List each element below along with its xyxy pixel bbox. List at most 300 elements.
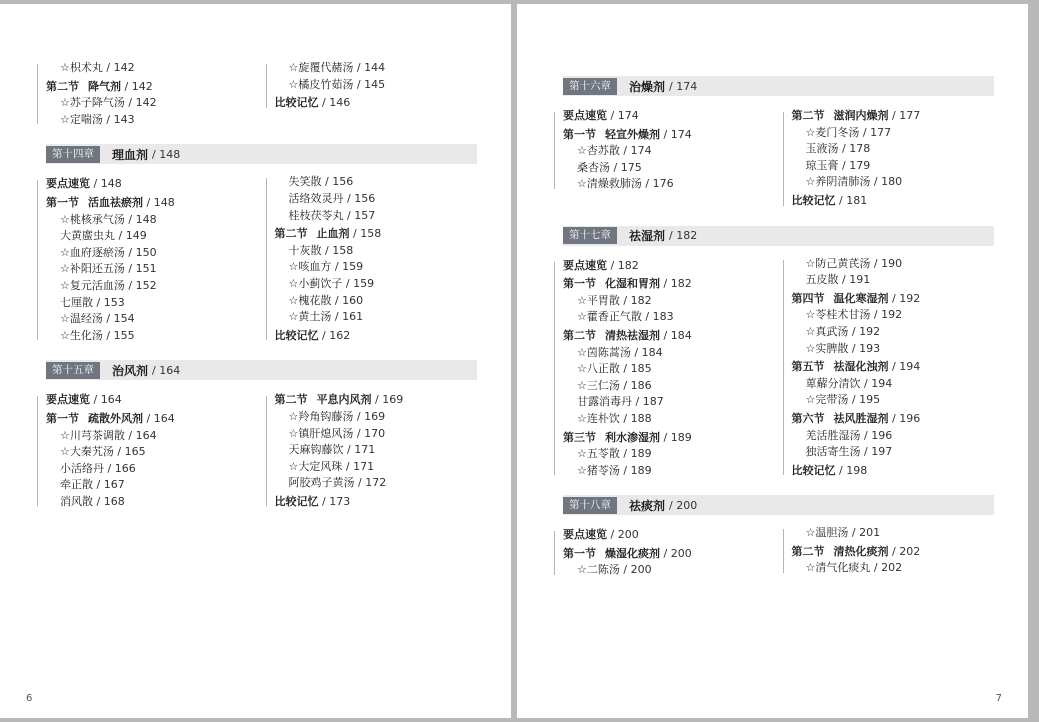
toc-entry-title: 第二节 [46,79,79,93]
toc-entry-item[interactable] [780,307,995,324]
toc-entry-title: 要点速览 [563,258,607,272]
toc-entry-title: ☆大秦艽汤 [60,445,114,459]
toc-column-body [780,256,995,480]
toc-entry-page: / 184 [630,345,663,359]
toc-entry-page: / 150 [124,245,157,259]
page-left [0,4,511,718]
toc-entry-item[interactable] [34,295,249,312]
chapter-name: 治风剂 [112,363,149,378]
toc-entry-page: / 149 [115,229,147,243]
toc-entry-page: / 165 [113,445,146,459]
toc-entry-subtitle: 降气剂 [88,79,121,93]
toc-entry-item[interactable] [551,160,766,177]
toc-entry-title: 第一节 [563,127,596,141]
toc-entry-page: / 164 [124,428,157,442]
toc-entry-title: ☆猪苓汤 [577,463,620,477]
chapter-page: / 200 [669,498,698,512]
chapter-heading[interactable] [46,360,477,380]
toc-column [551,106,766,210]
toc-entry-item[interactable] [780,272,995,289]
toc-entry-page: / 159 [331,260,364,274]
toc-entry-page: / 143 [102,112,135,126]
toc-entry-item[interactable] [263,191,478,208]
chapter-page: / 164 [152,363,181,377]
chapter-name: 理血剂 [112,147,149,162]
toc-entry-title: ☆清气化痰丸 [805,561,871,575]
toc-entry-section[interactable] [34,79,249,96]
toc-entry-section[interactable] [263,226,478,243]
toc-entry-item[interactable] [780,324,995,341]
toc-columns [34,174,477,344]
toc-entry-item[interactable] [780,125,995,142]
toc-entry-subtitle: 滋润内燥剂 [833,109,889,122]
toc-entry-title: 第五节 [791,360,825,374]
toc-entry-item[interactable] [34,311,249,328]
toc-entry-item[interactable] [780,428,995,445]
toc-entry-page: / 173 [318,494,351,508]
toc-entry-item[interactable] [263,293,478,310]
toc-column [34,390,249,510]
toc-entry-title: 阿胶鸡子黄汤 [288,476,355,490]
toc-entry-page: / 197 [860,445,893,459]
chapter-heading[interactable] [563,495,994,515]
toc-entry-item[interactable] [263,475,478,492]
toc-entry-page: / 159 [342,276,375,290]
chapter-name: 祛痰剂 [629,498,666,513]
toc-entry-title: ☆生化汤 [60,328,103,342]
toc-entry-section[interactable] [263,494,478,511]
toc-columns [551,106,994,210]
toc-entry-page: / 177 [859,125,892,139]
toc-entry-item[interactable] [34,494,249,511]
toc-entry-title: 第一节 [46,411,79,425]
toc-entry-subtitle: 平息内风剂 [316,393,372,407]
toc-entry-title: 比较记忆 [274,494,319,508]
toc-column [780,106,995,210]
toc-entry-title: ☆温经汤 [60,312,103,326]
toc-entry-section[interactable] [263,95,478,112]
toc-entry-page: / 142 [121,79,153,93]
toc-entry-section[interactable] [780,544,995,561]
chapter-page: / 182 [669,229,698,243]
toc-entry-title: 第二节 [791,544,825,558]
chapter-tag: 第十四章 [46,146,100,163]
toc-entry-page: / 200 [619,563,652,577]
toc-entry-item[interactable] [780,560,995,577]
chapter-page: / 148 [152,147,181,161]
toc-entry-section[interactable] [34,411,249,428]
toc-entry-item[interactable] [551,446,766,463]
toc-entry-title: ☆复元活血汤 [60,278,125,292]
toc-column-body [263,392,478,510]
toc-entry-title: 要点速览 [46,177,90,191]
toc-columns [551,256,994,480]
toc-entry-section[interactable] [551,328,766,345]
toc-entry-subtitle: 清热祛湿剂 [605,328,660,342]
toc-entry-page: / 154 [102,312,135,326]
toc-entry-page: / 200 [607,528,639,542]
toc-entry-title: ☆连朴饮 [577,411,620,425]
chapter-tag: 第十五章 [46,362,100,379]
toc-entry-subtitle: 疏散外风剂 [88,411,143,425]
toc-entry-subtitle: 祛湿化浊剂 [833,360,889,374]
toc-entry-item[interactable] [551,562,766,579]
toc-entry-section[interactable] [780,193,995,210]
toc-entry-page: / 185 [619,362,652,376]
toc-entry-page: / 202 [888,544,921,558]
toc-column-body [780,525,995,577]
toc-entry-page: / 192 [848,324,881,338]
toc-entry-title: 活络效灵丹 [288,191,344,205]
toc-entry-page: / 167 [93,478,125,492]
chapter-heading[interactable] [46,144,477,164]
toc-entry-page: / 200 [660,546,692,560]
toc-entry-title: 要点速览 [563,109,607,122]
toc-entry-title: 七厘散 [60,295,93,309]
toc-entry-page: / 155 [102,328,135,342]
toc-entry-section[interactable] [780,108,995,125]
toc-entry-section[interactable] [263,328,478,345]
toc-entry-page: / 190 [870,256,903,270]
toc-entry-page: / 182 [619,293,652,307]
toc-entry-subtitle: 清热化痰剂 [833,544,889,558]
toc-entry-title: 玉液汤 [805,142,839,156]
toc-entry-page: / 196 [860,428,893,442]
toc-entry-page: / 179 [838,158,871,172]
toc-entry-title: ☆桃核承气汤 [60,212,125,226]
chapter-tag: 第十七章 [563,227,617,244]
toc-entry-page: / 151 [124,262,157,276]
toc-entry-subtitle: 化湿和胃剂 [605,277,660,291]
toc-entry-title: ☆血府逐瘀汤 [60,245,125,259]
toc-column-body [263,60,478,112]
toc-entry-title: 大黄䗪虫丸 [60,229,115,243]
toc-entry-page: / 156 [343,191,376,205]
toc-entry-section[interactable] [780,291,995,308]
toc-entry-title: ☆咳血方 [288,260,332,274]
toc-entry-item[interactable] [780,376,995,393]
toc-entry-item[interactable] [263,409,478,426]
toc-columns [34,60,477,128]
toc-entry-item[interactable] [34,60,249,77]
toc-entry-page: / 201 [848,526,881,540]
toc-entry-page: / 145 [353,77,386,91]
toc-entry-title: 第三节 [563,430,596,444]
toc-entry-item[interactable] [263,77,478,94]
toc-entry-item[interactable] [780,392,995,409]
toc-column [263,60,478,128]
toc-entry-title: 桂枝茯苓丸 [288,208,344,222]
toc-entry-title: ☆二陈汤 [577,563,620,577]
toc-entry-item[interactable] [780,158,995,175]
toc-entry-item[interactable] [551,361,766,378]
toc-column-body [780,108,995,210]
toc-entry-title: 小活络丹 [60,461,104,475]
toc-column-body [551,258,766,480]
toc-entry-item[interactable] [263,60,478,77]
toc-entry-page: / 164 [90,393,122,407]
toc-entry-item[interactable] [780,341,995,358]
toc-entry-page: / 153 [93,295,125,309]
toc-entry-title: 第一节 [46,195,79,209]
toc-entry-section[interactable] [551,258,766,275]
toc-column-body [34,60,249,128]
toc-entry-item[interactable] [551,411,766,428]
toc-entry-item[interactable] [34,245,249,262]
toc-entry-page: / 192 [870,308,903,322]
toc-entry-page: / 161 [331,310,364,324]
chapter-tag: 第十六章 [563,78,617,95]
toc-entry-title: 羌活胜湿汤 [805,428,861,442]
toc-entry-section[interactable] [551,430,766,447]
toc-entry-item[interactable] [263,459,478,476]
toc-entry-item[interactable] [551,309,766,326]
toc-entry-page: / 171 [342,459,375,473]
toc-entry-section[interactable] [34,392,249,409]
chapter-name: 治燥剂 [629,79,666,94]
toc-entry-section[interactable] [780,463,995,480]
toc-entry-item[interactable] [780,256,995,273]
toc-entry-item[interactable] [34,228,249,245]
toc-entry-subtitle: 温化寒湿剂 [833,291,889,305]
chapter-tag: 第十八章 [563,497,617,514]
toc-entry-item[interactable] [34,477,249,494]
toc-entry-subtitle: 祛风胜湿剂 [833,411,889,425]
toc-entry-page: / 194 [888,360,921,374]
page-number-left: 6 [26,693,33,704]
toc-entry-page: / 192 [888,291,921,305]
toc-entry-section[interactable] [551,276,766,293]
toc-entry-page: / 189 [660,430,692,444]
toc-column [780,256,995,480]
toc-entry-item[interactable] [263,442,478,459]
toc-entry-title: ☆真武汤 [805,324,849,338]
toc-entry-title: 消风散 [60,494,93,508]
page-right [517,4,1028,718]
toc-entry-title: ☆茵陈蒿汤 [577,345,631,359]
toc-entry-page: / 158 [349,227,382,241]
toc-entry-title: ☆藿香正气散 [577,310,642,324]
toc-entry-page: / 152 [124,278,157,292]
toc-entry-section[interactable] [551,108,766,125]
toc-entry-title: ☆枳术丸 [60,61,103,74]
toc-entry-title: 要点速览 [46,393,90,407]
toc-column [34,60,249,128]
toc-columns [34,390,477,510]
toc-entry-section[interactable] [34,176,249,193]
toc-entry-title: ☆苓桂术甘汤 [805,308,871,322]
toc-entry-item[interactable] [34,112,249,129]
toc-entry-title: 比较记忆 [791,193,836,207]
toc-entry-page: / 146 [318,96,351,110]
toc-entry-item[interactable] [263,276,478,293]
toc-entry-section[interactable] [263,392,478,409]
toc-entry-page: / 177 [888,109,921,122]
toc-entry-page: / 189 [619,447,652,461]
toc-entry-item[interactable] [551,463,766,480]
toc-entry-page: / 186 [619,378,652,392]
toc-entry-item[interactable] [34,328,249,345]
toc-entry-title: ☆养阴清肺汤 [805,175,871,189]
toc-entry-item[interactable] [34,261,249,278]
toc-entry-page: / 196 [888,411,921,425]
toc-entry-title: 独活寄生汤 [805,445,861,459]
toc-entry-page: / 166 [104,461,136,475]
toc-entry-page: / 191 [838,273,871,287]
toc-entry-page: / 193 [848,341,881,355]
toc-entry-page: / 175 [610,160,642,174]
toc-entry-page: / 198 [835,463,868,477]
toc-entry-title: ☆三仁汤 [577,378,620,392]
toc-entry-item[interactable] [34,95,249,112]
toc-entry-item[interactable] [34,212,249,229]
toc-column [34,174,249,344]
toc-column-body [34,392,249,510]
toc-entry-title: 第二节 [274,227,308,241]
toc-entry-title: 桑杏汤 [577,160,610,174]
toc-entry-title: ☆防己黄芪汤 [805,256,871,270]
toc-entry-title: 失笑散 [288,175,322,189]
toc-entry-title: ☆小蓟饮子 [288,276,343,290]
toc-entry-page: / 182 [607,258,639,272]
toc-column [551,256,766,480]
toc-entry-page: / 148 [124,212,157,226]
toc-entry-page: / 169 [353,409,386,423]
toc-entry-page: / 169 [371,393,404,407]
toc-entry-title: 第二节 [274,393,308,407]
toc-entry-page: / 187 [632,395,664,409]
toc-entry-item[interactable] [263,426,478,443]
toc-entry-title: ☆羚角钩藤汤 [288,409,354,423]
toc-entry-subtitle: 轻宣外燥剂 [605,127,660,141]
toc-entry-item[interactable] [551,394,766,411]
toc-entry-section[interactable] [780,359,995,376]
toc-entry-title: 要点速览 [563,528,607,542]
toc-entry-page: / 172 [354,476,387,490]
toc-entry-item[interactable] [551,293,766,310]
toc-entry-item[interactable] [780,141,995,158]
toc-entry-page: / 170 [353,426,386,440]
toc-entry-title: 十灰散 [288,243,322,257]
page-number-right: 7 [995,693,1002,704]
toc-entry-title: 第一节 [563,277,596,291]
toc-entry-title: ☆橘皮竹茹汤 [288,77,354,91]
toc-entry-section[interactable] [780,411,995,428]
toc-column-body [551,108,766,193]
toc-entry-item[interactable] [780,525,995,542]
toc-entry-page: / 176 [641,177,674,191]
toc-entry-title: ☆大定风珠 [288,459,343,473]
toc-entry-title: ☆杏苏散 [577,144,620,158]
toc-entry-title: ☆完带汤 [805,393,849,407]
toc-entry-page: / 182 [660,277,692,291]
toc-entry-page: / 142 [102,61,135,74]
toc-column-body [34,176,249,344]
toc-column [780,525,995,579]
toc-entry-title: ☆定喘汤 [60,112,103,126]
toc-entry-page: / 168 [93,494,125,508]
toc-entry-title: 天麻钩藤饮 [288,443,344,457]
toc-entry-title: 比较记忆 [274,328,319,342]
toc-entry-page: / 158 [321,243,354,257]
toc-entry-title: 甘露消毒丹 [577,395,632,409]
toc-entry-page: / 144 [353,61,386,74]
toc-entry-title: 第六节 [791,411,825,425]
toc-entry-title: 比较记忆 [274,96,319,110]
toc-entry-page: / 202 [870,561,903,575]
chapter-heading[interactable] [563,226,994,246]
toc-entry-title: ☆补阳还五汤 [60,262,125,276]
toc-entry-page: / 195 [848,393,881,407]
toc-entry-title: ☆镇肝熄风汤 [288,426,354,440]
toc-entry-title: 第二节 [791,109,825,122]
toc-entry-subtitle: 利水渗湿剂 [605,430,660,444]
toc-entry-item[interactable] [263,174,478,191]
toc-entry-section[interactable] [34,195,249,212]
toc-entry-page: / 181 [835,193,868,207]
toc-entry-title: 五皮散 [805,273,839,287]
toc-column [263,174,478,344]
toc-entry-title: ☆槐花散 [288,293,332,307]
toc-column [263,390,478,510]
toc-entry-item[interactable] [780,174,995,191]
toc-entry-item[interactable] [551,176,766,193]
toc-entry-title: ☆清燥救肺汤 [577,177,642,191]
toc-entry-page: / 194 [860,376,893,390]
toc-entry-title: 第一节 [563,546,596,560]
toc-entry-item[interactable] [551,143,766,160]
toc-entry-item[interactable] [780,444,995,461]
toc-entry-title: ☆温胆汤 [805,526,849,540]
toc-entry-page: / 183 [641,310,674,324]
toc-entry-item[interactable] [34,428,249,445]
toc-entry-item[interactable] [263,309,478,326]
toc-entry-item[interactable] [34,444,249,461]
toc-entry-page: / 164 [143,411,175,425]
toc-entry-title: 比较记忆 [791,463,836,477]
toc-entry-title: 萆薢分清饮 [805,376,861,390]
toc-entry-item[interactable] [551,345,766,362]
toc-entry-section[interactable] [551,127,766,144]
toc-entry-item[interactable] [551,378,766,395]
toc-entry-title: 牵正散 [60,478,93,492]
toc-entry-page: / 180 [870,175,903,189]
toc-entry-page: / 188 [619,411,652,425]
toc-entry-item[interactable] [263,259,478,276]
toc-entry-title: ☆川芎茶调散 [60,428,125,442]
toc-entry-item[interactable] [34,461,249,478]
toc-entry-item[interactable] [263,243,478,260]
toc-entry-title: ☆旋覆代赭汤 [288,61,354,74]
toc-entry-title: ☆八正散 [577,362,620,376]
toc-entry-item[interactable] [263,208,478,225]
toc-entry-item[interactable] [34,278,249,295]
toc-entry-title: 琼玉膏 [805,158,839,172]
toc-entry-section[interactable] [551,546,766,563]
chapter-heading[interactable] [563,76,994,96]
toc-columns [551,525,994,579]
toc-entry-page: / 157 [343,208,376,222]
toc-entry-page: / 148 [143,195,175,209]
toc-entry-page: / 174 [607,109,639,122]
toc-entry-section[interactable] [551,527,766,544]
toc-entry-page: / 174 [619,144,652,158]
toc-entry-page: / 162 [318,328,351,342]
toc-entry-page: / 174 [660,127,692,141]
toc-entry-title: ☆五苓散 [577,447,620,461]
toc-entry-title: 第二节 [563,328,596,342]
toc-entry-page: / 160 [331,293,364,307]
